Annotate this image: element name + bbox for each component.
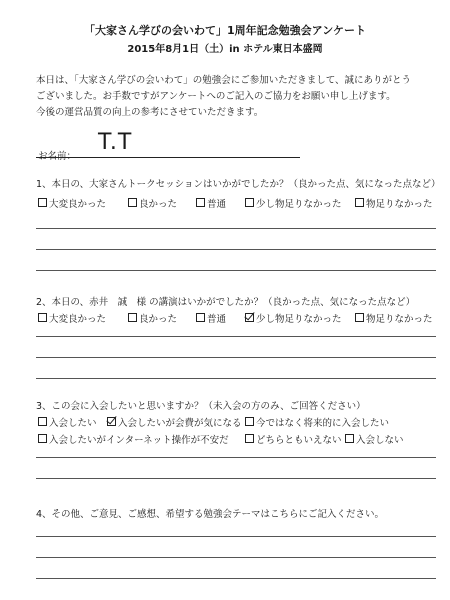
q3-option-1[interactable]: 入会したい bbox=[38, 415, 97, 429]
answer-line[interactable] bbox=[36, 249, 436, 250]
question-1-text: 1、本日の、大家さんトークセッションはいかがでしたか？（良かった点、気になった点など） bbox=[36, 179, 441, 190]
q3-option-4[interactable]: 入会したいがインターネット操作が不安だ bbox=[38, 432, 229, 446]
survey-title: 「大家さん学びの会いわて」1周年記念勉強会アンケート bbox=[84, 24, 366, 37]
intro-line-3: 今後の運営品質の向上の参考にさせていただきます。 bbox=[36, 107, 264, 118]
q2-option-1[interactable]: 大変良かった bbox=[38, 311, 106, 325]
name-label: お名前： bbox=[38, 151, 77, 162]
answer-line[interactable] bbox=[36, 357, 436, 358]
checkbox-icon[interactable] bbox=[345, 434, 354, 443]
q2-option-2[interactable]: 良かった bbox=[128, 311, 177, 325]
answer-line[interactable] bbox=[36, 336, 436, 337]
q1-option-1[interactable]: 大変良かった bbox=[38, 196, 106, 210]
checkbox-checked-icon[interactable] bbox=[245, 313, 254, 322]
name-underline bbox=[36, 157, 300, 158]
answer-line[interactable] bbox=[36, 478, 436, 479]
checkbox-icon[interactable] bbox=[355, 198, 364, 207]
answer-line[interactable] bbox=[36, 557, 436, 558]
checkbox-icon[interactable] bbox=[38, 434, 47, 443]
answer-line[interactable] bbox=[36, 270, 436, 271]
checkbox-icon[interactable] bbox=[196, 198, 205, 207]
checkbox-icon[interactable] bbox=[128, 198, 137, 207]
checkbox-icon[interactable] bbox=[128, 313, 137, 322]
answer-line[interactable] bbox=[36, 378, 436, 379]
checkbox-icon[interactable] bbox=[245, 417, 254, 426]
checkbox-icon[interactable] bbox=[38, 313, 47, 322]
q3-option-6[interactable]: 入会しない bbox=[345, 432, 404, 446]
checkbox-icon[interactable] bbox=[245, 434, 254, 443]
q3-option-5[interactable]: どちらともいえない bbox=[245, 432, 342, 446]
intro-line-1: 本日は、「大家さん学びの会いわて」の勉強会にご参加いただきまして、誠にありがとう bbox=[36, 75, 412, 86]
q2-option-4[interactable]: 少し物足りなかった bbox=[245, 311, 342, 325]
answer-line[interactable] bbox=[36, 536, 436, 537]
name-value[interactable]: T.T bbox=[98, 130, 133, 155]
checkbox-icon[interactable] bbox=[38, 417, 47, 426]
checkbox-checked-icon[interactable] bbox=[107, 417, 116, 426]
q2-option-3[interactable]: 普通 bbox=[196, 311, 226, 325]
checkbox-icon[interactable] bbox=[38, 198, 47, 207]
checkbox-icon[interactable] bbox=[355, 313, 364, 322]
survey-subtitle: 2015年8月1日（土）in ホテル東日本盛岡 bbox=[127, 44, 323, 55]
q1-option-4[interactable]: 少し物足りなかった bbox=[245, 196, 342, 210]
q1-option-5[interactable]: 物足りなかった bbox=[355, 196, 433, 210]
intro-line-2: ございました。お手数ですがアンケートへのご記入のご協力をお願い申し上げます。 bbox=[36, 91, 396, 102]
answer-line[interactable] bbox=[36, 228, 436, 229]
checkbox-icon[interactable] bbox=[196, 313, 205, 322]
q3-option-3[interactable]: 今ではなく将来的に入会したい bbox=[245, 415, 389, 429]
question-3-text: 3、この会に入会したいと思いますか？（未入会の方のみ、ご回答ください） bbox=[36, 401, 366, 412]
question-2-text: 2、本日の、赤井 誠 様 の講演はいかがでしたか？（良かった点、気になった点など） bbox=[36, 297, 416, 308]
checkbox-icon[interactable] bbox=[245, 198, 254, 207]
question-4-text: 4、その他、ご意見、ご感想、希望する勉強会テーマはこちらにご記入ください。 bbox=[36, 509, 385, 520]
q1-option-2[interactable]: 良かった bbox=[128, 196, 177, 210]
answer-line[interactable] bbox=[36, 578, 436, 579]
q3-option-2[interactable]: 入会したいが会費が気になる bbox=[107, 415, 242, 429]
q1-option-3[interactable]: 普通 bbox=[196, 196, 226, 210]
q2-option-5[interactable]: 物足りなかった bbox=[355, 311, 433, 325]
answer-line[interactable] bbox=[36, 457, 436, 458]
